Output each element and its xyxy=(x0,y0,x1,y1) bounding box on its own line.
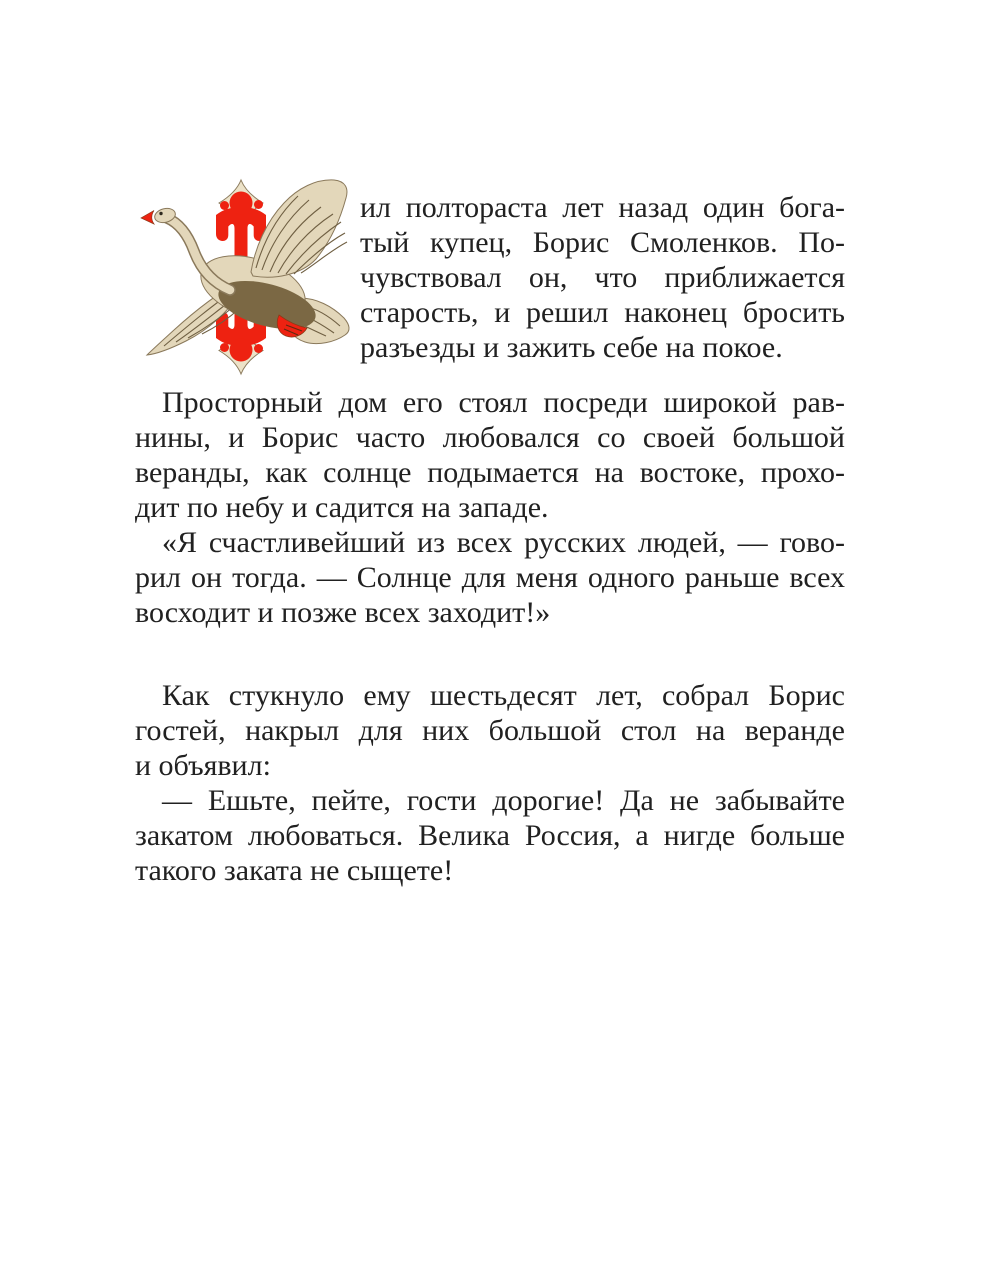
text-line: веранды, как солнце подымается на востоке, прохо- xyxy=(135,456,845,489)
paragraph-3 xyxy=(135,525,845,630)
text-line: нины, и Борис часто любовался со своей большой xyxy=(135,421,845,454)
text-line: восходит и позже всех заходит!» xyxy=(135,596,551,629)
text-line: и объявил: xyxy=(135,749,271,782)
text-line: такого заката не сыщете! xyxy=(135,854,454,887)
paragraph-4 xyxy=(135,678,845,783)
ornament-bottom-dot-right xyxy=(254,344,263,353)
ornament-top-circle xyxy=(230,192,253,215)
text-line: Просторный дом его стоял посреди широкой рав- xyxy=(162,386,845,419)
text-line: дит по небу и садится на западе. xyxy=(135,491,549,524)
text-line: старость, и решил наконец бросить xyxy=(360,296,845,329)
drop-cap-letter-zh-goose xyxy=(140,178,360,385)
chapter-opening xyxy=(135,178,845,385)
goose-eye xyxy=(159,212,162,215)
paragraph-2 xyxy=(135,385,845,525)
ornament-bottom-circle xyxy=(230,339,253,362)
text-line: Как стукнуло ему шестьдесят лет, собрал Борис xyxy=(162,679,845,712)
ornament-top-dot-right xyxy=(254,200,263,209)
text-line: ил полтораста лет назад один бога- xyxy=(360,191,845,224)
paragraph-1 xyxy=(360,190,845,365)
goose-beak xyxy=(141,211,154,225)
ornament-top-dot-left xyxy=(220,201,229,210)
text-line: — Ешьте, пейте, гости дорогие! Да не забывайте xyxy=(162,784,845,817)
ornament-bottom-dot-left xyxy=(220,343,229,352)
text-line: тый купец, Борис Смоленков. По- xyxy=(360,226,845,259)
text-line: закатом любоваться. Велика Россия, а нигде больше xyxy=(135,819,845,852)
text-line: гостей, накрыл для них большой стол на веранде xyxy=(135,714,845,747)
text-line: «Я счастливейший из всех русских людей, — гово- xyxy=(162,526,845,559)
page-content xyxy=(135,178,845,888)
goose-upper-wing xyxy=(251,180,347,277)
text-line: чувствовал он, что приближается xyxy=(360,261,845,294)
text-line: рил он тогда. — Солнце для меня одного раньше всех xyxy=(135,561,845,594)
drop-cap-illustration xyxy=(140,178,360,385)
paragraph-5 xyxy=(135,783,845,888)
text-line: разъезды и зажить себе на покое. xyxy=(360,331,783,364)
